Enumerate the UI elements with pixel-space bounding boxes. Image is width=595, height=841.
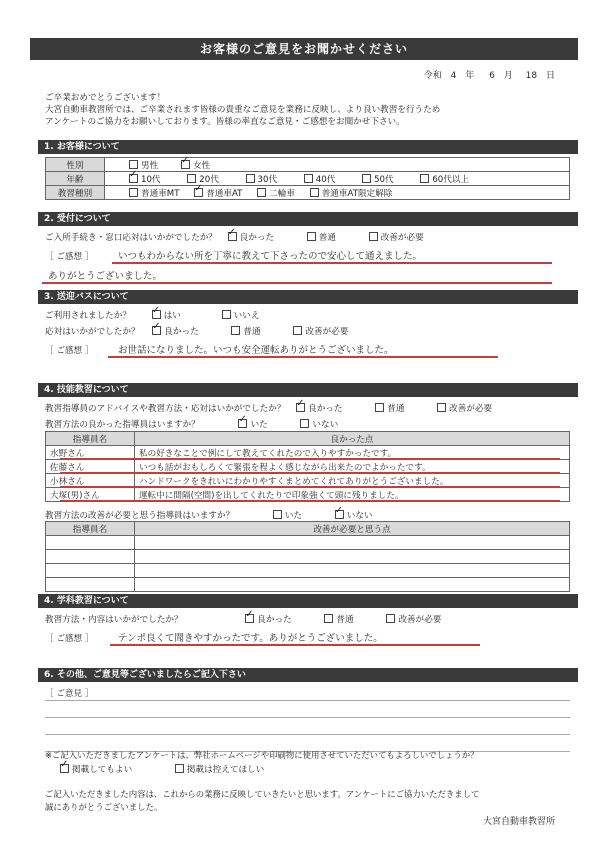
red-underline bbox=[60, 486, 560, 488]
good-point[interactable]: いつも話がおもしろくて緊張を程よく感じながら出来たのでよかったです。 bbox=[135, 460, 570, 474]
option-label: 20代 bbox=[199, 174, 219, 185]
date-year-unit: 年 bbox=[465, 71, 475, 81]
customer-table bbox=[45, 157, 570, 200]
bad-point-empty[interactable] bbox=[135, 564, 570, 578]
good-instructor-no-checkbox[interactable] bbox=[300, 419, 309, 428]
date-month[interactable]: 6 bbox=[489, 71, 495, 81]
table-row bbox=[46, 550, 570, 564]
option-label: 普通 bbox=[243, 327, 261, 337]
option-label: いいえ bbox=[233, 311, 260, 321]
bus-yes-checkbox[interactable] bbox=[152, 310, 161, 319]
bad-point-empty[interactable] bbox=[135, 550, 570, 564]
bus-good-checkbox[interactable] bbox=[152, 326, 161, 335]
instructor-name[interactable]: 水野さん bbox=[46, 446, 135, 460]
reception-improve-checkbox[interactable] bbox=[369, 232, 378, 241]
bus-normal-checkbox[interactable] bbox=[231, 326, 240, 335]
option-label: いない bbox=[312, 420, 339, 430]
option-label: 30代 bbox=[257, 174, 278, 185]
bus-usage-question: ご利用されましたか？ bbox=[45, 311, 131, 321]
option-label: 良かった bbox=[308, 404, 343, 414]
course-mt-checkbox[interactable] bbox=[129, 188, 138, 197]
bad-point-empty[interactable] bbox=[135, 578, 570, 592]
lecture-improve-checkbox[interactable] bbox=[386, 614, 395, 623]
reception-comment-line-2[interactable]: ありがとうございました。 bbox=[48, 271, 163, 282]
other-comment-label: ［ ご意見 ］ bbox=[45, 689, 94, 699]
good-instructor-table bbox=[45, 431, 570, 502]
course-options bbox=[105, 186, 570, 200]
skill-good-checkbox[interactable] bbox=[296, 403, 305, 412]
reception-comment-label: ［ ご感想 ］ bbox=[45, 252, 94, 262]
option-label: 50代 bbox=[374, 174, 394, 185]
age-20s-checkbox[interactable] bbox=[187, 174, 196, 183]
section-heading-reception: 2. 受付について bbox=[38, 212, 578, 226]
option-label: いた bbox=[250, 420, 268, 430]
good-instructor-question: 教習方法の良かった指導員はいますか？ bbox=[45, 420, 200, 430]
publish-no-checkbox[interactable] bbox=[175, 764, 184, 773]
table-row bbox=[46, 564, 570, 578]
option-label: 普通 bbox=[318, 233, 336, 243]
bad-instructor-row bbox=[45, 509, 373, 521]
instructor-name-empty[interactable] bbox=[46, 564, 135, 578]
course-row bbox=[46, 186, 570, 200]
section-heading-skill: 4. 技能教習について bbox=[38, 383, 578, 397]
option-label: 40代 bbox=[315, 174, 336, 185]
option-label: 普通 bbox=[336, 615, 354, 625]
table-header-instructor: 指導員名 bbox=[46, 522, 135, 536]
instructor-name[interactable]: 小林さん bbox=[46, 474, 135, 488]
date bbox=[424, 68, 555, 81]
course-at-checkbox[interactable] bbox=[194, 188, 203, 197]
intro-line: アンケートのご協力をお願いしております。皆様の率直なご意見・ご感想をお聞かせ下さい。 bbox=[45, 117, 405, 127]
publish-notice: ※ご記入いただきましたアンケートは、弊社ホームページや印刷物に使用させていただいてもよろしいでしょうか？ bbox=[45, 750, 479, 760]
age-60s-checkbox[interactable] bbox=[420, 174, 429, 183]
course-at-limit-checkbox[interactable] bbox=[310, 188, 319, 197]
instructor-name-empty[interactable] bbox=[46, 536, 135, 550]
instructor-name[interactable]: 大塚(男)さん bbox=[46, 488, 135, 502]
school-name: 大宮自動車教習所 bbox=[482, 817, 555, 827]
bus-improve-checkbox[interactable] bbox=[293, 326, 302, 335]
instructor-name-empty[interactable] bbox=[46, 550, 135, 564]
bad-instructor-question: 教習方法の改善が必要と思う指導員はいますか？ bbox=[45, 511, 235, 521]
table-header-row bbox=[46, 432, 570, 446]
other-comment-lines[interactable] bbox=[45, 684, 570, 752]
skill-advice-question: 教習指導員のアドバイスや教習方法・応対はいかがでしたか？ bbox=[45, 404, 286, 414]
red-underline bbox=[60, 500, 560, 502]
lecture-question-row bbox=[45, 613, 441, 625]
lecture-normal-checkbox[interactable] bbox=[324, 614, 333, 623]
good-point[interactable]: ハンドワークをきれいにわかりやすくまとめてくれてありがとうございました。 bbox=[135, 474, 570, 488]
age-options bbox=[105, 172, 570, 186]
good-instructor-yes-checkbox[interactable] bbox=[238, 419, 247, 428]
option-label: 良かった bbox=[239, 233, 275, 243]
bus-no-checkbox[interactable] bbox=[222, 310, 231, 319]
bad-instructor-no-checkbox[interactable] bbox=[335, 510, 344, 519]
section-heading-other: 6. その他、ご意見等ございましたらご記入下さい bbox=[38, 668, 578, 682]
option-label: 10代 bbox=[141, 174, 161, 185]
gender-female-checkbox[interactable] bbox=[181, 160, 190, 169]
red-underline bbox=[112, 262, 552, 264]
good-instructor-row bbox=[45, 418, 338, 430]
option-label: いた bbox=[284, 511, 303, 521]
option-label: 改善が必要 bbox=[449, 404, 493, 414]
good-point[interactable]: 私の好きなことで例にして教えてくれたので入りやすかったです。 bbox=[135, 446, 570, 460]
red-underline bbox=[60, 458, 560, 460]
intro-line: ご卒業おめでとうございます！ bbox=[45, 93, 166, 103]
table-header-bad-point: 改善が必要と思う点 bbox=[135, 522, 570, 536]
age-50s-checkbox[interactable] bbox=[362, 174, 371, 183]
reception-comment-line-1[interactable]: いつもわからない所を丁寧に教えて下さったので安心して通えました。 bbox=[118, 251, 423, 262]
table-header-instructor: 指導員名 bbox=[46, 432, 135, 446]
date-day[interactable]: 18 bbox=[525, 71, 538, 81]
option-label: 普通車AT限定解除 bbox=[321, 188, 393, 199]
bus-service-question: 応対はいかがでしたか？ bbox=[45, 327, 140, 337]
option-label: 女性 bbox=[192, 160, 211, 171]
option-label: 改善が必要 bbox=[398, 615, 442, 625]
bus-usage-row bbox=[45, 309, 259, 321]
good-point[interactable]: 運転中に間隔(空間)を出してくれたりで印象強くて頭に残りました。 bbox=[135, 488, 570, 502]
reception-question-row bbox=[45, 231, 424, 243]
date-month-unit: 月 bbox=[503, 71, 513, 81]
option-label: 男性 bbox=[141, 160, 159, 171]
age-40s-checkbox[interactable] bbox=[304, 174, 313, 183]
course-label: 教習種別 bbox=[46, 186, 105, 200]
bad-instructor-yes-checkbox[interactable] bbox=[273, 510, 282, 519]
red-underline bbox=[60, 472, 560, 474]
bad-point-empty[interactable] bbox=[135, 536, 570, 550]
option-label: 良かった bbox=[257, 615, 292, 625]
option-label: 掲載は控えてほしい bbox=[186, 765, 265, 775]
age-row bbox=[46, 172, 570, 186]
bus-comment-label: ［ ご感想 ］ bbox=[45, 346, 94, 356]
age-label: 年齢 bbox=[46, 172, 105, 186]
table-row bbox=[46, 578, 570, 592]
gender-label: 性別 bbox=[46, 158, 105, 172]
gender-options bbox=[105, 158, 570, 172]
skill-advice-row bbox=[45, 402, 492, 414]
gender-row bbox=[46, 158, 570, 172]
option-label: 普通車AT bbox=[206, 188, 243, 199]
publish-yes-checkbox[interactable] bbox=[60, 764, 69, 773]
date-era: 令和 bbox=[423, 71, 442, 81]
option-label: 二輪車 bbox=[269, 188, 295, 199]
option-label: 普通車MT bbox=[141, 188, 180, 199]
skill-normal-checkbox[interactable] bbox=[375, 403, 384, 412]
lecture-comment[interactable]: テンポ良くて聞きやすかったです。ありがとうございました。 bbox=[118, 633, 383, 644]
lecture-good-checkbox[interactable] bbox=[245, 614, 254, 623]
reception-question: ご入所手続き・窓口応対はいかがでしたか？ bbox=[45, 233, 217, 243]
thanks-line-2: 誠にありがとうございました。 bbox=[45, 802, 163, 812]
instructor-name[interactable]: 佐藤さん bbox=[46, 460, 135, 474]
bus-comment[interactable]: お世話になりました。いつも安全運転ありがとうございました。 bbox=[118, 345, 394, 356]
thanks-line-1: ご記入いただきました内容は、これからの業務に反映していきたいと思います。アンケートにご協力いただきまして bbox=[45, 789, 480, 799]
lecture-question: 教習方法・内容はいかがでしたか？ bbox=[45, 615, 183, 625]
red-underline bbox=[108, 356, 498, 358]
red-underline bbox=[42, 282, 552, 284]
section-heading-customer: 1. お客様について bbox=[38, 140, 578, 154]
bus-service-row bbox=[45, 325, 348, 337]
table-header-good-point: 良かった点 bbox=[135, 432, 570, 446]
option-label: 良かった bbox=[164, 327, 199, 337]
lecture-comment-label: ［ ご感想 ］ bbox=[45, 634, 94, 644]
option-label: 普通 bbox=[387, 404, 405, 414]
page-title: お客様のご意見をお聞かせください bbox=[30, 38, 578, 60]
table-row bbox=[46, 536, 570, 550]
skill-improve-checkbox[interactable] bbox=[437, 403, 446, 412]
date-year[interactable]: 4 bbox=[450, 71, 457, 81]
bad-instructor-table bbox=[45, 521, 570, 592]
age-30s-checkbox[interactable] bbox=[246, 174, 255, 183]
reception-normal-checkbox[interactable] bbox=[307, 232, 316, 241]
red-underline bbox=[110, 644, 480, 646]
publish-options bbox=[60, 763, 264, 775]
option-label: いない bbox=[346, 511, 373, 521]
section-heading-lecture: 4. 学科教習について bbox=[38, 594, 578, 608]
reception-good-checkbox[interactable] bbox=[228, 232, 237, 241]
option-label: 掲載してもよい bbox=[72, 765, 133, 775]
option-label: 60代以上 bbox=[432, 174, 470, 185]
date-day-unit: 日 bbox=[545, 71, 555, 81]
section-heading-bus: 3. 送迎バスについて bbox=[38, 290, 578, 304]
intro-text bbox=[45, 92, 565, 128]
gender-male-checkbox[interactable] bbox=[129, 160, 138, 169]
instructor-name-empty[interactable] bbox=[46, 578, 135, 592]
course-motorcycle-checkbox[interactable] bbox=[257, 188, 266, 197]
option-label: はい bbox=[163, 311, 181, 321]
table-header-row bbox=[46, 522, 570, 536]
option-label: 改善が必要 bbox=[380, 233, 424, 243]
age-10s-checkbox[interactable] bbox=[129, 174, 138, 183]
option-label: 改善が必要 bbox=[305, 327, 349, 337]
intro-line: 大宮自動車教習所では、ご卒業されます皆様の貴重なご意見を業務に反映し、より良い教習を行うため bbox=[45, 105, 441, 115]
